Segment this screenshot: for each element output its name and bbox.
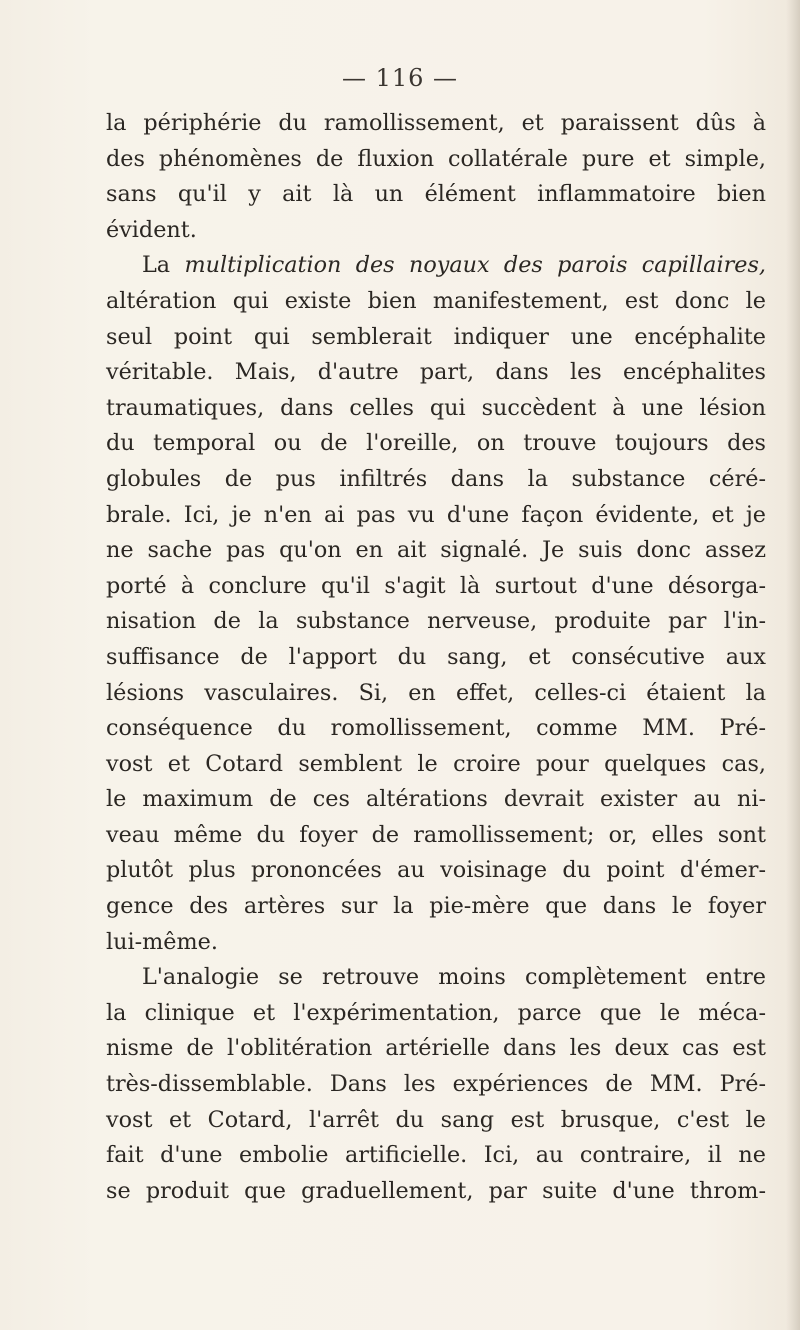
text-line: seul point qui semblerait indiquer une encéphalite — [106, 323, 766, 350]
text-line: sans qu'il y ait là un élément inflammatoire bien — [106, 181, 766, 208]
text-line: la clinique et l'expérimentation, parce que le méca- — [106, 999, 766, 1026]
italic-phrase: multiplication des noyaux des parois capillaires, — [184, 252, 766, 279]
text-line: fait d'une embolie artificielle. Ici, au contraire, il ne — [106, 1142, 766, 1169]
text-line: gence des artères sur la pie-mère que dans le foyer — [106, 893, 766, 920]
text-line: se produit que graduellement, par suite d'une throm- — [106, 1177, 766, 1204]
body-text — [106, 106, 766, 1209]
text-line: veau même du foyer de ramollissement; or, elles sont — [106, 821, 766, 848]
text-line: traumatiques, dans celles qui succèdent à une lésion — [106, 394, 766, 421]
text-line: ne sache pas qu'on en ait signalé. Je suis donc assez — [106, 537, 766, 564]
text-line-paragraph-start: L'analogie se retrouve moins complètement entre — [142, 964, 766, 991]
text-line: suffisance de l'apport du sang, et consécutive aux — [106, 643, 766, 670]
page-edge-shadow — [786, 0, 800, 1330]
text-line: la périphérie du ramollissement, et paraissent dûs à — [106, 110, 766, 136]
text-line: du temporal ou de l'oreille, on trouve toujours des — [106, 430, 766, 457]
text-line-paragraph-start — [106, 248, 766, 284]
text-line: vost et Cotard, l'arrêt du sang est brusque, c'est le — [106, 1106, 766, 1133]
text-line: des phénomènes de fluxion collatérale pure et simple, — [106, 145, 766, 172]
text-line: globules de pus infiltrés dans la substance céré- — [106, 465, 766, 492]
text-line: vost et Cotard semblent le croire pour quelques cas, — [106, 750, 766, 777]
text-line: porté à conclure qu'il s'agit là surtout d'une désorga- — [106, 572, 766, 599]
text-line: brale. Ici, je n'en ai pas vu d'une façon évidente, et je — [106, 501, 766, 528]
text-line: nisme de l'oblitération artérielle dans les deux cas est — [106, 1035, 766, 1062]
text-line: le maximum de ces altérations devrait exister au ni- — [106, 786, 766, 813]
text-line: altération qui existe bien manifestement, est donc le — [106, 287, 766, 314]
text-line: lui-même. — [106, 928, 218, 955]
text-line: véritable. Mais, d'autre part, dans les encéphalites — [106, 359, 766, 386]
text-line: lésions vasculaires. Si, en effet, celles-ci étaient la — [106, 679, 766, 706]
page-number: — 116 — — [341, 64, 459, 92]
text-line: plutôt plus prononcées au voisinage du point d'émer- — [106, 857, 766, 884]
text-line: très-dissemblable. Dans les expériences de MM. Pré- — [106, 1071, 766, 1098]
text-line: conséquence du romollissement, comme MM. Pré- — [106, 715, 766, 742]
text-line: nisation de la substance nerveuse, produite par l'in- — [106, 608, 766, 635]
paragraph-lead-word: La — [142, 252, 171, 279]
text-line: évident. — [106, 216, 197, 243]
